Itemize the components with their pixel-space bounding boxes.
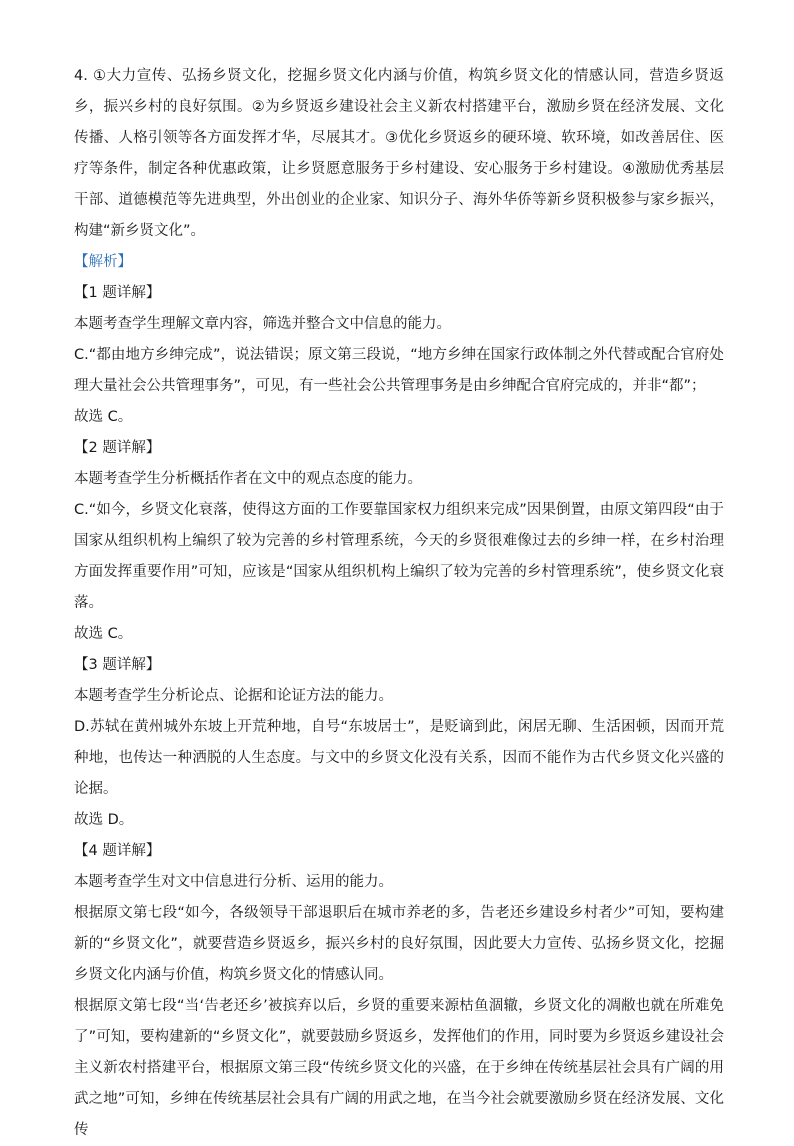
- section-4-paragraph-1: 本题考查学生对文中信息进行分析、运用的能力。: [74, 874, 393, 890]
- section-1-heading: 【1 题详解】: [74, 285, 161, 301]
- section-1-paragraph-3: 故选 C。: [74, 409, 133, 425]
- section-4-paragraph-2: 根据原文第七段“如今，各级领导干部退职后在城市养老的多，告老还乡建设乡村者少”可知，要构建新的“乡贤文化”，就要营造乡贤返乡，振兴乡村的良好氛围，因此要大力宣传、弘扬乡贤文化，挖掘乡贤文化内涵与价值，构筑乡贤文化的情感认同。: [74, 905, 724, 983]
- section-3-paragraph-2: D.苏轼在黄州城外东坡上开荒种地，自号“东坡居士”，是贬谪到此，闲居无聊、生活困顿，因而开荒种地，也传达一种洒脱的人生态度。与文中的乡贤文化没有关系，因而不能作为古代乡贤文化兴盛的论据。: [74, 719, 724, 797]
- section-4-heading: 【4 题详解】: [74, 843, 161, 859]
- section-1-paragraph-2: C.“都由地方乡绅完成”，说法错误；原文第三段说，“地方乡绅在国家行政体制之外代替或配合官府处理大量社会公共管理事务”，可见，有一些社会公共管理事务是由乡绅配合官府完成的，并非“都”；: [74, 347, 724, 394]
- section-3-paragraph-3: 故选 D。: [74, 812, 134, 828]
- section-4-paragraph-3: 根据原文第七段“当‘告老还乡’被摈弃以后，乡贤的重要来源枯鱼涸辙，乡贤文化的凋敝也就在所难免了”可知，要构建新的“乡贤文化”，就要鼓励乡贤返乡，发挥他们的作用，同时要为乡贤返乡建设社会主义新农村搭建平台，根据原文第三段“传统乡贤文化的兴盛，在于乡绅在传统基层社会具有广阔的用武之地”可知，乡绅在传统基层社会具有广阔的用武之地，在当今社会就要激励乡贤在经济发展、文化传: [74, 998, 724, 1138]
- section-2-heading: 【2 题详解】: [74, 440, 161, 456]
- section-3-paragraph-1: 本题考查学生分析论点、论据和论证方法的能力。: [74, 688, 393, 704]
- document-page: [74, 61, 724, 1146]
- section-3-heading: 【3 题详解】: [74, 657, 161, 673]
- section-2-paragraph-1: 本题考查学生分析概括作者在文中的观点态度的能力。: [74, 471, 422, 487]
- section-1-paragraph-1: 本题考查学生理解文章内容，筛选并整合文中信息的能力。: [74, 316, 451, 332]
- section-2-paragraph-3: 故选 C。: [74, 626, 133, 642]
- section-2-paragraph-2: C.“如今，乡贤文化衰落，使得这方面的工作要靠国家权力组织来完成”因果倒置，由原文第四段“由于国家从组织机构上编织了较为完善的乡村管理系统，今天的乡贤很难像过去的乡绅一样，在乡村治理方面发挥重要作用”可知，应该是“国家从组织机构上编织了较为完善的乡村管理系统”，使乡贤文化衰落。: [74, 502, 724, 611]
- answer-4-paragraph: 4. ①大力宣传、弘扬乡贤文化，挖掘乡贤文化内涵与价值，构筑乡贤文化的情感认同，营造乡贤返乡，振兴乡村的良好氛围。②为乡贤返乡建设社会主义新农村搭建平台，激励乡贤在经济发展、文化传播、人格引领等各方面发挥才华，尽展其才。③优化乡贤返乡的硬环境、软环境，如改善居住、医疗等条件，制定各种优惠政策，让乡贤愿意服务于乡村建设、安心服务于乡村建设。④激励优秀基层干部、道德模范等先进典型，外出创业的企业家、知识分子、海外华侨等新乡贤积极参与家乡振兴，构建“新乡贤文化”。: [74, 68, 724, 239]
- analysis-label: 【解析】: [74, 254, 132, 270]
